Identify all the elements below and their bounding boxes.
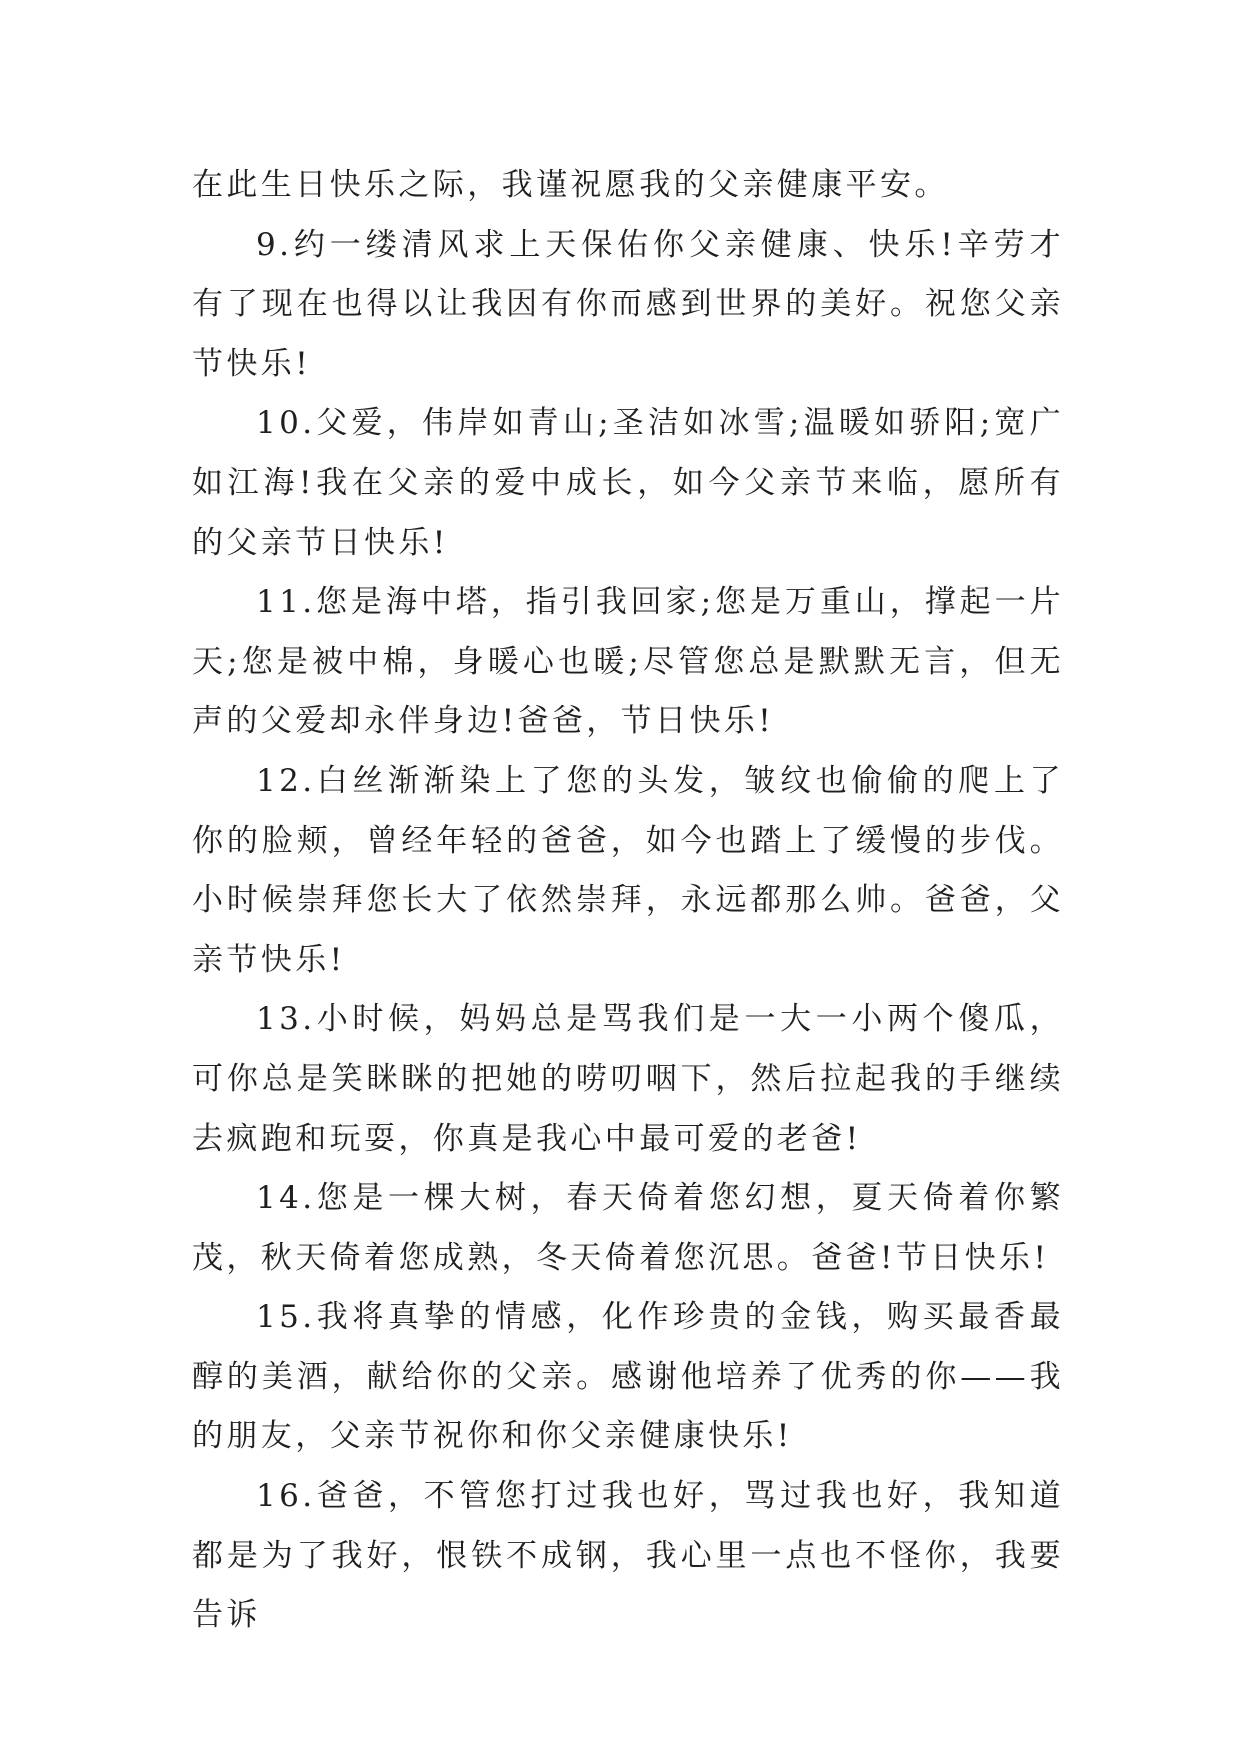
paragraph-intro: 在此生日快乐之际，我谨祝愿我的父亲健康平安。 [192, 167, 949, 203]
paragraph-16: 16.爸爸，不管您打过我也好，骂过我也好，我知道都是为了我好，恨铁不成钢，我心里一点也不怪你，我要告诉 [192, 1478, 1064, 1634]
document-page [192, 156, 1064, 1646]
paragraph-14: 14.您是一棵大树，春天倚着您幻想，夏天倚着你繁茂，秋天倚着您成熟，冬天倚着您沉思。爸爸!节日快乐! [192, 1180, 1064, 1276]
paragraph-15: 15.我将真挚的情感，化作珍贵的金钱，购买最香最醇的美酒，献给你的父亲。感谢他培养了优秀的你——我的朋友，父亲节祝你和你父亲健康快乐! [192, 1299, 1064, 1455]
paragraph-12: 12.白丝渐渐染上了您的头发，皱纹也偷偷的爬上了你的脸颊，曾经年轻的爸爸，如今也踏上了缓慢的步伐。小时候崇拜您长大了依然崇拜，永远都那么帅。爸爸，父亲节快乐! [192, 762, 1064, 978]
paragraph-9: 9.约一缕清风求上天保佑你父亲健康、快乐!辛劳才有了现在也得以让我因有你而感到世界的美好。祝您父亲节快乐! [192, 226, 1064, 382]
paragraph-11: 11.您是海中塔，指引我回家;您是万重山，撑起一片天;您是被中棉，身暖心也暖;尽管您总是默默无言，但无声的父爱却永伴身边!爸爸，节日快乐! [192, 584, 1064, 740]
paragraph-10: 10.父爱，伟岸如青山;圣洁如冰雪;温暖如骄阳;宽广如江海!我在父亲的爱中成长，如今父亲节来临，愿所有的父亲节日快乐! [192, 405, 1064, 561]
paragraph-13: 13.小时候，妈妈总是骂我们是一大一小两个傻瓜，可你总是笑眯眯的把她的唠叨咽下，然后拉起我的手继续去疯跑和玩耍，你真是我心中最可爱的老爸! [192, 1001, 1064, 1157]
